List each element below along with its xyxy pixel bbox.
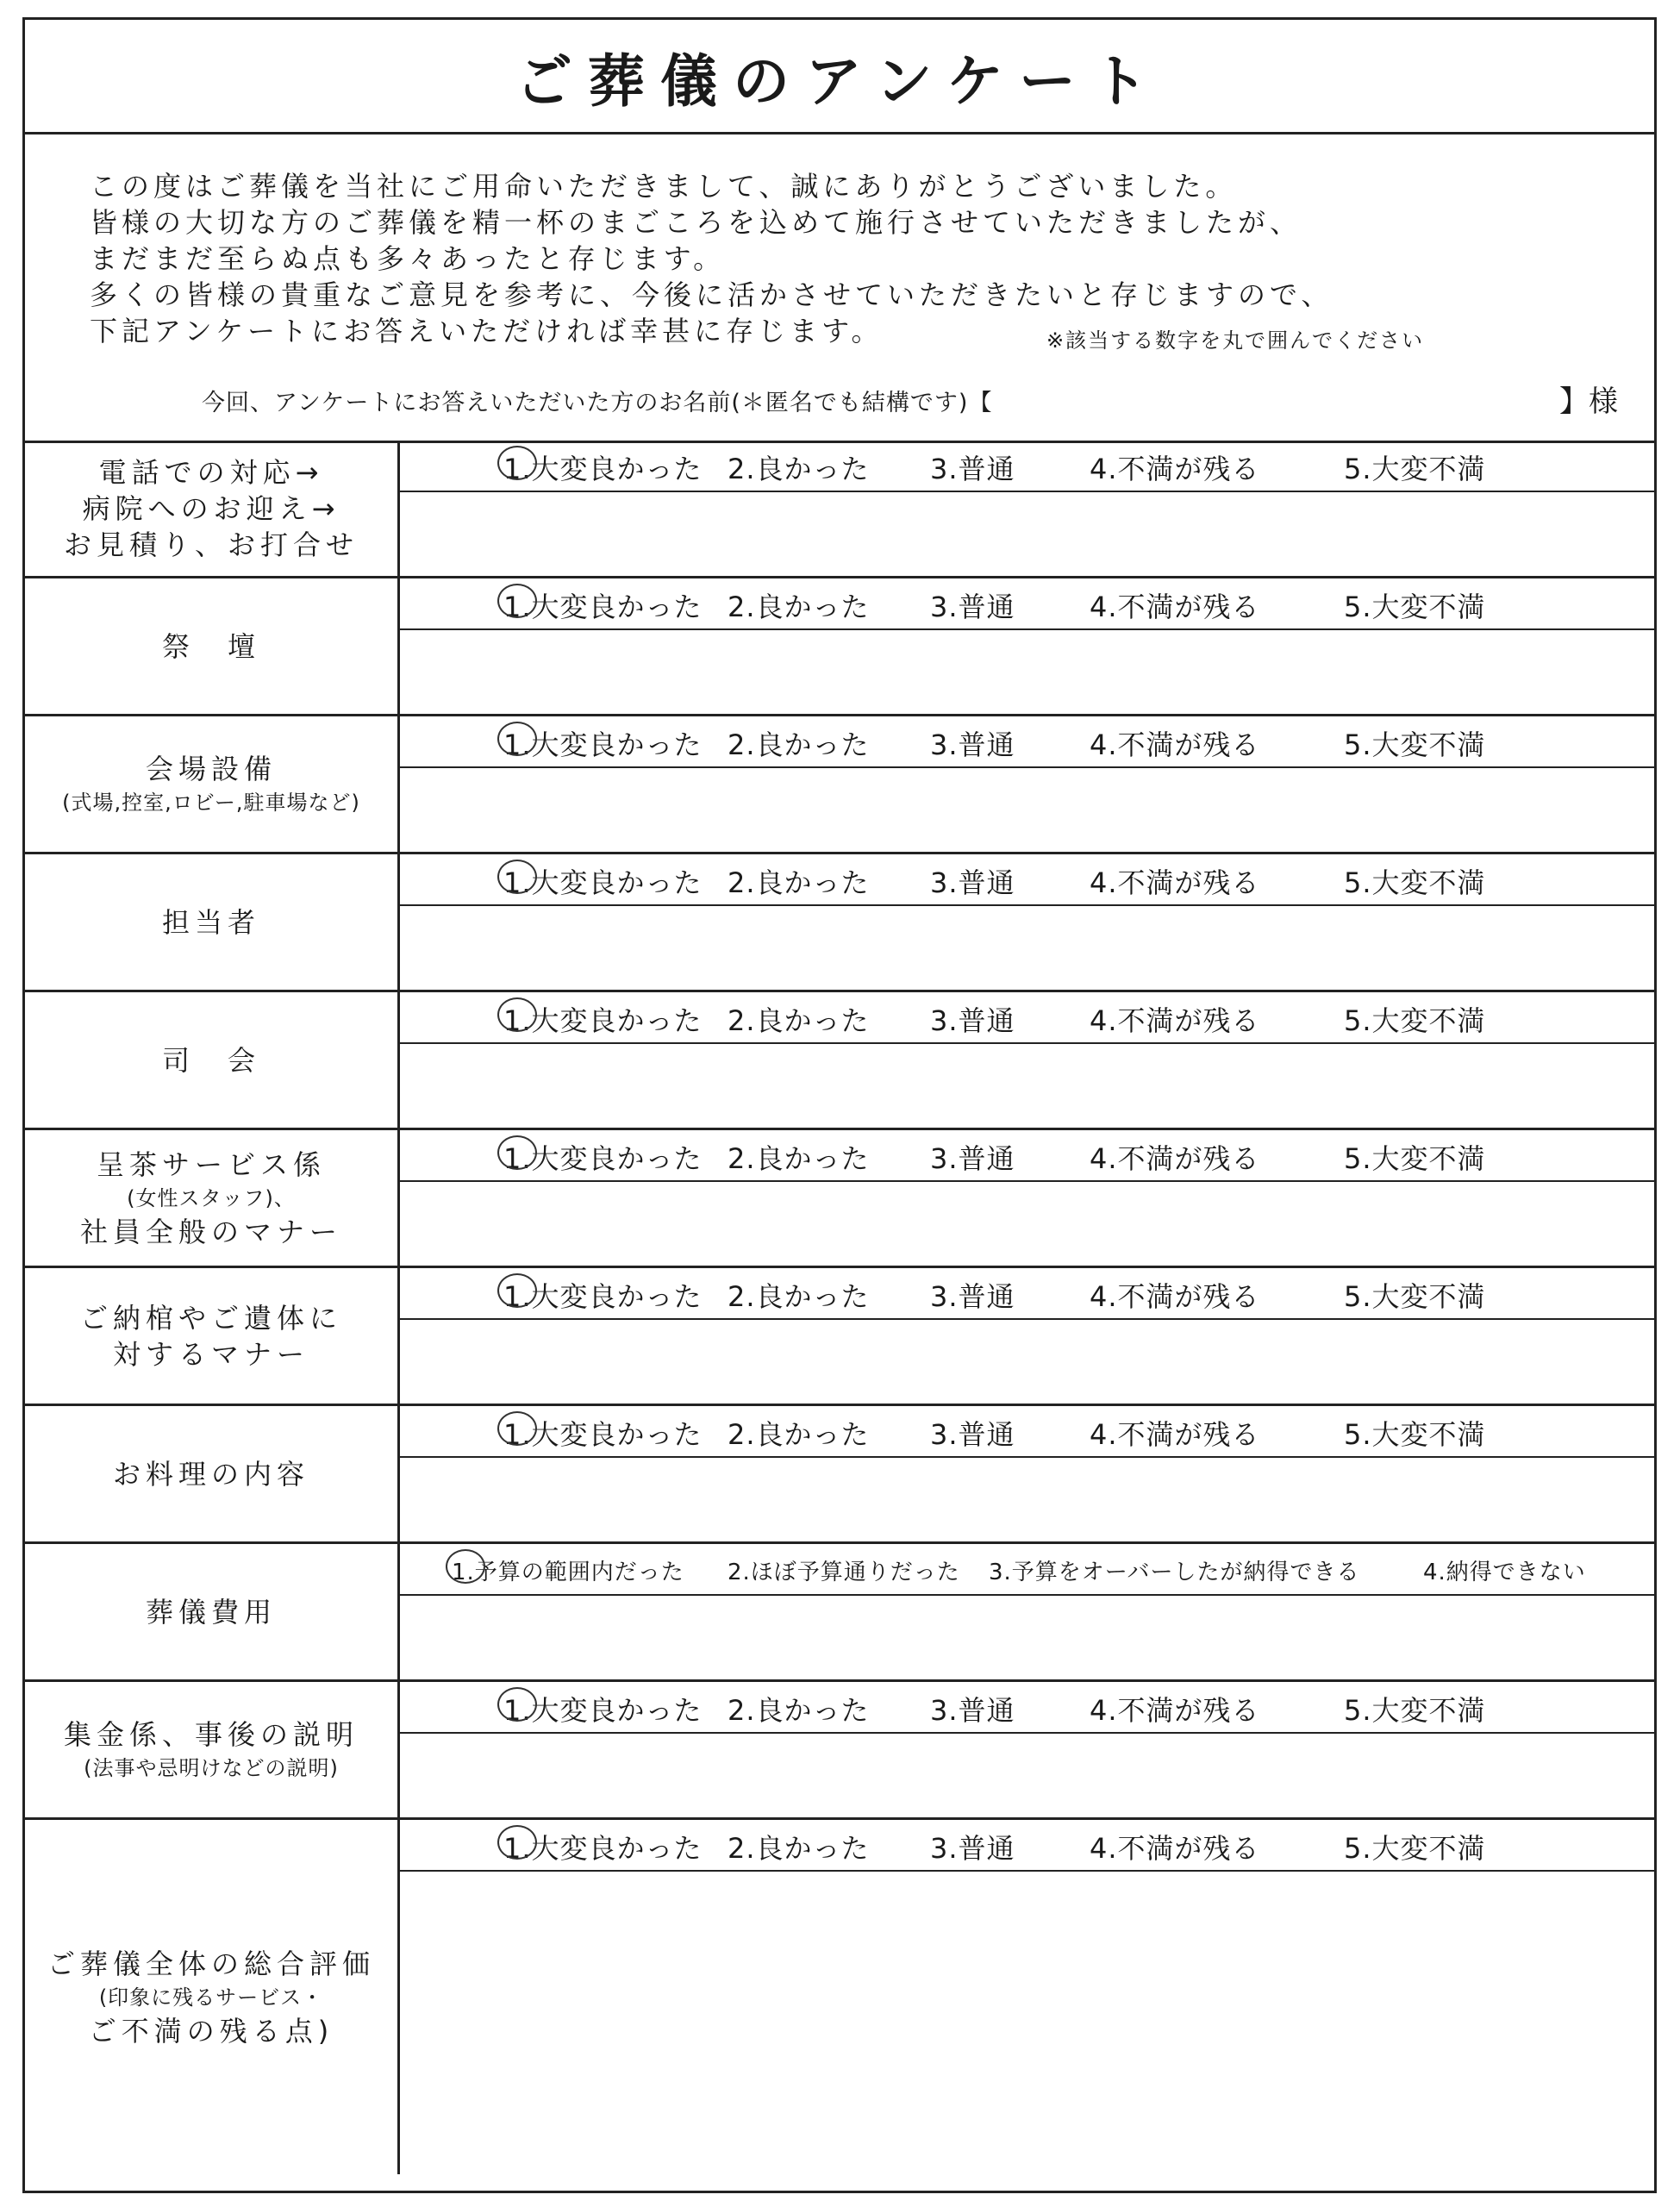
selection-circle [497, 1825, 537, 1860]
selection-circle [497, 1411, 537, 1446]
rating-option[interactable]: 5.大変不満 [1344, 453, 1486, 485]
selection-circle [497, 1687, 537, 1722]
rating-option[interactable]: 2.良かった [728, 453, 870, 485]
question-row [25, 1406, 1654, 1544]
question-row [25, 1544, 1654, 1682]
rating-options [397, 441, 1654, 492]
question-row [25, 1130, 1654, 1268]
question-row [25, 716, 1654, 854]
rating-option[interactable]: 3.普通 [930, 591, 1015, 623]
question-row [25, 441, 1654, 578]
question-label [25, 992, 400, 1128]
question-label-line: 会場設備 [145, 752, 277, 785]
question-label [25, 1268, 400, 1404]
rating-option[interactable]: 1.大変良かった [503, 728, 703, 761]
question-label [25, 1406, 400, 1541]
selection-circle [497, 997, 537, 1032]
question-label-line: (式場,控室,ロビー,駐車場など) [62, 790, 360, 815]
name-prompt: 今回、アンケートにお答えいただいた方のお名前(＊匿名でも結構です)【 [202, 390, 993, 416]
intro-line: 多くの皆様の貴重なご意見を参考に、今後に活かさせていただきたいと存じますので、 [90, 278, 1333, 311]
rating-option[interactable]: 5.大変不満 [1344, 1418, 1486, 1451]
question-label-line: ご葬儀全体の総合評価 [47, 1947, 375, 1980]
rating-option[interactable]: 4.不満が残る [1090, 591, 1260, 623]
question-label-line: 集金係、事後の説明 [63, 1717, 359, 1751]
question-label [25, 441, 400, 576]
rating-option[interactable]: 5.大変不満 [1344, 1142, 1486, 1175]
intro-text [90, 168, 1333, 349]
rating-option[interactable]: 2.良かった [728, 1280, 870, 1313]
rating-option[interactable]: 3.予算をオーバーしたが納得できる [989, 1560, 1360, 1585]
question-label-line: お見積り、お打合せ [63, 528, 359, 561]
rating-option[interactable]: 3.普通 [930, 1832, 1015, 1865]
rating-options [397, 1406, 1654, 1458]
rating-option[interactable]: 3.普通 [930, 1694, 1015, 1727]
rating-option[interactable]: 5.大変不満 [1344, 1280, 1486, 1313]
rating-option[interactable]: 4.不満が残る [1090, 1832, 1260, 1865]
rating-option[interactable]: 4.納得できない [1423, 1560, 1586, 1585]
rating-option[interactable]: 2.良かった [728, 1004, 870, 1037]
question-label [25, 854, 400, 990]
intro-section [25, 132, 1654, 443]
question-label-line: 祭 壇 [161, 629, 260, 663]
question-row [25, 1820, 1654, 2174]
question-table [25, 441, 1654, 2191]
rating-option[interactable]: 2.ほぼ予算通りだった [728, 1560, 960, 1585]
rating-options [397, 854, 1654, 906]
question-label [25, 1130, 400, 1266]
intro-line: この度はご葬儀を当社にご用命いただきまして、誠にありがとうございました。 [90, 170, 1238, 203]
question-label [25, 578, 400, 714]
question-label-line: 葬儀費用 [145, 1595, 277, 1629]
rating-options [397, 1268, 1654, 1320]
survey-sheet [22, 17, 1657, 2193]
intro-line: 皆様の大切な方のご葬儀を精一杯のまごころを込めて施行させていただきましたが、 [90, 206, 1302, 239]
question-label-line: 呈茶サービス係 [96, 1147, 326, 1181]
rating-option[interactable]: 5.大変不満 [1344, 1832, 1486, 1865]
question-label-line: (法事や忌明けなどの説明) [84, 1755, 339, 1780]
rating-options [397, 578, 1654, 630]
rating-option[interactable]: 3.普通 [930, 1280, 1015, 1313]
rating-option[interactable]: 1.大変良かった [503, 1418, 703, 1451]
question-label-line: ご不満の残る点) [88, 2014, 334, 2048]
question-label-line: (女性スタッフ)、 [127, 1185, 296, 1210]
rating-option[interactable]: 4.不満が残る [1090, 1280, 1260, 1313]
selection-circle [497, 584, 537, 618]
rating-option[interactable]: 1.大変良かった [503, 1280, 703, 1313]
rating-option[interactable]: 2.良かった [728, 1142, 870, 1175]
rating-option[interactable]: 5.大変不満 [1344, 591, 1486, 623]
question-label-line: 司 会 [161, 1043, 260, 1077]
question-label-line: 電話での対応→ [98, 455, 324, 489]
question-label-line: ご納棺やご遺体に [79, 1301, 342, 1335]
rating-option[interactable]: 3.普通 [930, 1418, 1015, 1451]
title-box [25, 20, 1654, 134]
rating-option[interactable]: 1.大変良かった [503, 453, 703, 485]
rating-option[interactable]: 3.普通 [930, 1004, 1015, 1037]
rating-options [397, 992, 1654, 1044]
rating-option[interactable]: 4.不満が残る [1090, 1694, 1260, 1727]
rating-option[interactable]: 4.不満が残る [1090, 1142, 1260, 1175]
rating-option[interactable]: 2.良かった [728, 591, 870, 623]
question-label [25, 1544, 400, 1679]
question-row [25, 854, 1654, 992]
rating-option[interactable]: 4.不満が残る [1090, 1004, 1260, 1037]
question-row [25, 992, 1654, 1130]
rating-option[interactable]: 1.大変良かった [503, 1832, 703, 1865]
rating-options [397, 1820, 1654, 1872]
rating-option[interactable]: 3.普通 [930, 728, 1015, 761]
rating-option[interactable]: 1.大変良かった [503, 1142, 703, 1175]
selection-circle [497, 860, 537, 894]
question-row [25, 578, 1654, 716]
rating-options [397, 1682, 1654, 1734]
rating-option[interactable]: 2.良かった [728, 866, 870, 899]
rating-option[interactable]: 4.不満が残る [1090, 1418, 1260, 1451]
page-title: ご葬儀のアンケート [515, 47, 1165, 115]
rating-options [397, 1544, 1654, 1596]
selection-circle [497, 1273, 537, 1308]
question-label-line: 社員全般のマナー [79, 1215, 342, 1248]
question-row [25, 1682, 1654, 1820]
question-label-line: (印象に残るサービス・ [98, 1985, 324, 2010]
rating-option[interactable]: 1.大変良かった [503, 866, 703, 899]
rating-option[interactable]: 5.大変不満 [1344, 866, 1486, 899]
question-label [25, 716, 400, 852]
rating-option[interactable]: 3.普通 [930, 1142, 1015, 1175]
rating-option[interactable]: 1.予算の範囲内だった [452, 1560, 684, 1585]
question-label-line: 担当者 [161, 905, 260, 939]
rating-option[interactable]: 4.不満が残る [1090, 453, 1260, 485]
intro-line: 下記アンケートにお答えいただければ幸甚に存じます。 [90, 315, 884, 347]
selection-circle [497, 1135, 537, 1170]
rating-options [397, 1130, 1654, 1182]
rating-option[interactable]: 2.良かった [728, 728, 870, 761]
rating-option[interactable]: 2.良かった [728, 1694, 870, 1727]
question-row [25, 1268, 1654, 1406]
selection-circle [497, 722, 537, 756]
rating-option[interactable]: 5.大変不満 [1344, 1694, 1486, 1727]
question-label [25, 1682, 400, 1817]
rating-option[interactable]: 4.不満が残る [1090, 728, 1260, 761]
rating-option[interactable]: 4.不満が残る [1090, 866, 1260, 899]
rating-option[interactable]: 3.普通 [930, 866, 1015, 899]
question-label-line: お料理の内容 [112, 1457, 309, 1491]
intro-line: まだまだ至らぬ点も多々あったと存じます。 [90, 242, 726, 275]
question-label [25, 1820, 400, 2174]
question-label-line: 病院へのお迎え→ [82, 491, 340, 525]
rating-option[interactable]: 2.良かった [728, 1832, 870, 1865]
selection-circle [497, 446, 537, 480]
rating-option[interactable]: 1.大変良かった [503, 1694, 703, 1727]
rating-option[interactable]: 5.大変不満 [1344, 1004, 1486, 1037]
selection-circle [446, 1549, 485, 1584]
question-label-line: 対するマナー [112, 1337, 309, 1371]
name-suffix: 】様 [1559, 385, 1618, 419]
rating-options [397, 716, 1654, 768]
instruction-note: ※該当する数字を丸で囲んでください [1046, 328, 1425, 353]
rating-option[interactable]: 1.大変良かった [503, 1004, 703, 1037]
rating-option[interactable]: 3.普通 [930, 453, 1015, 485]
rating-option[interactable]: 1.大変良かった [503, 591, 703, 623]
rating-option[interactable]: 5.大変不満 [1344, 728, 1486, 761]
rating-option[interactable]: 2.良かった [728, 1418, 870, 1451]
